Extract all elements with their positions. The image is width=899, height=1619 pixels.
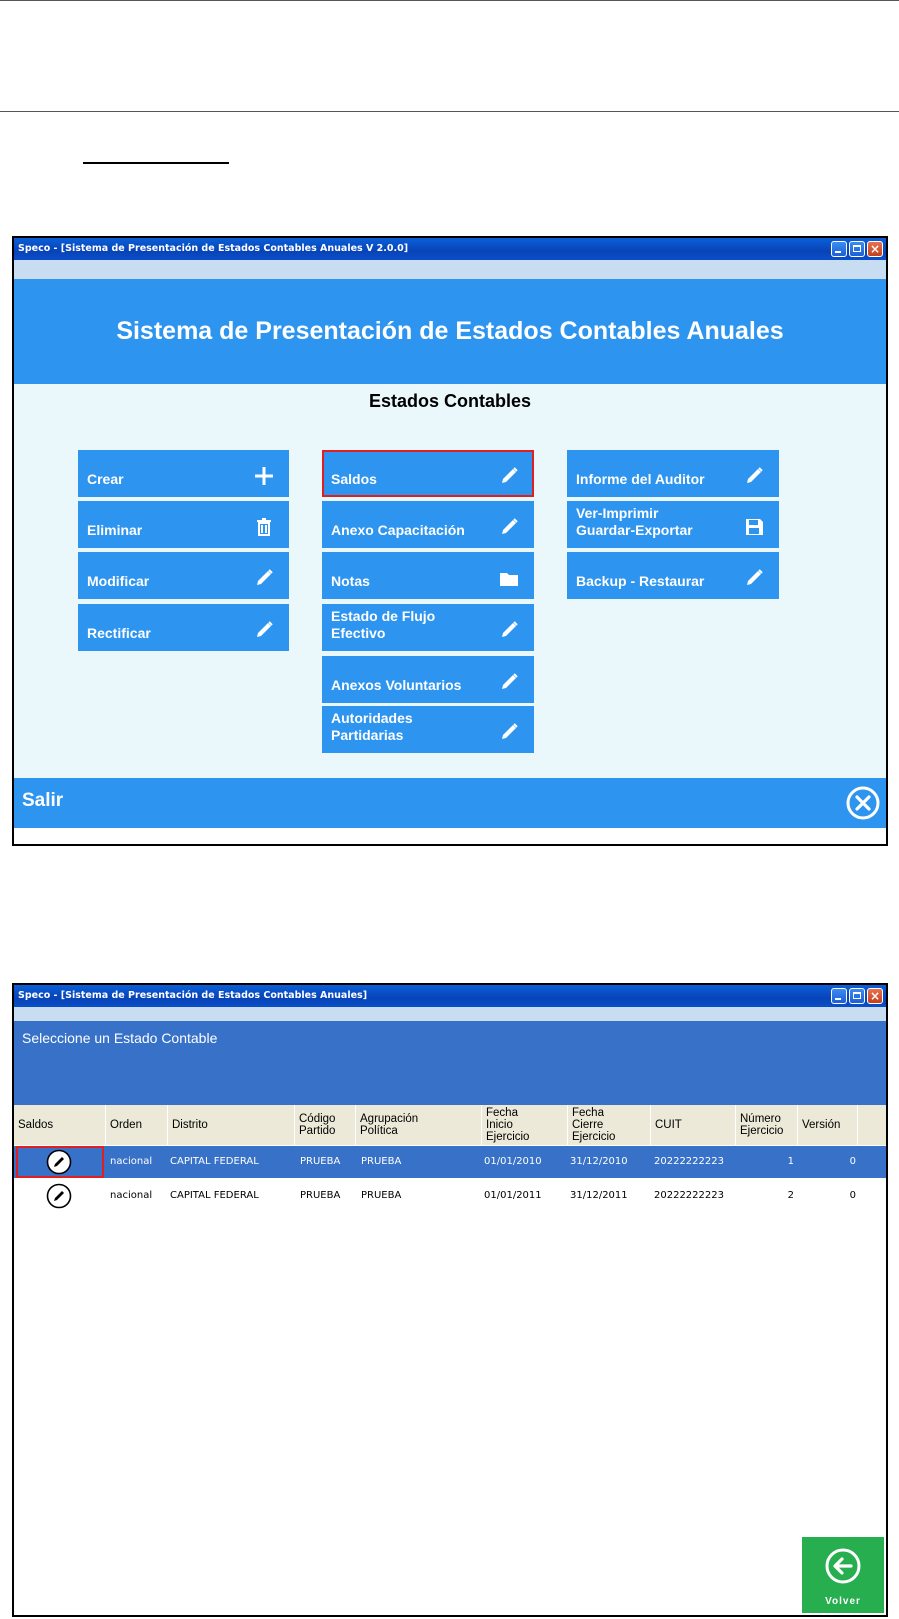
save-icon [743, 516, 765, 538]
trash-icon [253, 516, 275, 538]
volver-label: Volver [825, 1596, 861, 1607]
tile-label: Estado de Flujo Efectivo [331, 608, 436, 641]
maximize-button[interactable] [849, 988, 865, 1004]
column-header[interactable] [295, 1105, 356, 1145]
column-header-label: Fecha Cierre Ejercicio [572, 1107, 616, 1143]
column-header-label: Distrito [172, 1119, 208, 1131]
window-title: Speco - [Sistema de Presentación de Estados Contables Anuales] [18, 990, 368, 1001]
column-header-label: Número Ejercicio [740, 1113, 784, 1137]
cell-inicio: 01/01/2010 [484, 1156, 542, 1167]
tile-saldos[interactable] [322, 450, 534, 497]
tile-label: Anexo Capacitación [331, 522, 465, 538]
close-button[interactable]: × [867, 988, 883, 1004]
tile-estado-de-flujo-efectivo[interactable] [322, 604, 534, 651]
pencil-icon [253, 567, 275, 589]
tile-label: Autoridades Partidarias [331, 710, 413, 743]
tile-anexos-voluntarios[interactable] [322, 656, 534, 703]
tile-rectificar[interactable] [78, 604, 289, 651]
column-header[interactable] [14, 1105, 106, 1145]
salir-button[interactable]: Salir [22, 790, 64, 811]
menu-strip [14, 1007, 886, 1021]
cell-orden: nacional [110, 1190, 153, 1201]
tile-label: Saldos [331, 471, 377, 487]
table-row[interactable] [14, 1180, 886, 1212]
cell-agrupacion: PRUEBA [361, 1190, 402, 1201]
tile-ver-imprimir-guardar-exportar[interactable] [567, 501, 779, 548]
tile-label: Notas [331, 573, 370, 589]
cell-orden: nacional [110, 1156, 153, 1167]
window-titlebar [14, 238, 886, 260]
maximize-button[interactable] [849, 241, 865, 257]
cell-version: 0 [849, 1190, 856, 1201]
cell-agrupacion: PRUEBA [361, 1156, 402, 1167]
edit-pencil-icon[interactable] [46, 1183, 72, 1209]
column-header-label: Saldos [18, 1119, 54, 1131]
close-button[interactable]: × [867, 241, 883, 257]
tile-label: Ver-Imprimir Guardar-Exportar [576, 505, 693, 538]
column-header[interactable] [482, 1105, 568, 1145]
column-header[interactable] [168, 1105, 295, 1145]
page-top-border [0, 0, 899, 1]
window-estados-contables [12, 236, 888, 846]
tile-crear[interactable] [78, 450, 289, 497]
tile-backup-restaurar[interactable] [567, 552, 779, 599]
tile-label: Eliminar [87, 522, 143, 538]
selection-header [14, 1021, 886, 1105]
window-seleccion [12, 983, 888, 1617]
volver-button[interactable] [802, 1537, 884, 1613]
column-header-label: Fecha Inicio Ejercicio [486, 1107, 530, 1143]
cell-cuit: 20222222223 [654, 1156, 724, 1167]
cell-numero: 1 [787, 1156, 794, 1167]
footer-bar [14, 778, 886, 828]
column-header-label: Orden [110, 1119, 142, 1131]
grid-header [14, 1105, 886, 1145]
cell-cierre: 31/12/2010 [570, 1156, 628, 1167]
highlight-box [16, 1146, 104, 1178]
tile-label: Anexos Voluntarios [331, 677, 462, 693]
column-header[interactable] [356, 1105, 482, 1145]
cell-numero: 2 [787, 1190, 794, 1201]
tile-notas[interactable] [322, 552, 534, 599]
heading-underline [83, 162, 229, 164]
pencil-icon [498, 671, 520, 693]
table-row[interactable] [14, 1146, 886, 1178]
selection-prompt: Seleccione un Estado Contable [22, 1030, 218, 1046]
header-rule [0, 111, 899, 112]
app-heading: Sistema de Presentación de Estados Contables Anuales [14, 279, 886, 384]
tile-informe-del-auditor[interactable] [567, 450, 779, 497]
cell-inicio: 01/01/2011 [484, 1190, 542, 1201]
plus-icon [253, 465, 275, 487]
column-header[interactable] [736, 1105, 798, 1145]
tile-label: Backup - Restaurar [576, 573, 705, 589]
pencil-icon [498, 516, 520, 538]
tile-label: Modificar [87, 573, 150, 589]
tile-autoridades-partidarias[interactable] [322, 706, 534, 753]
column-header[interactable] [651, 1105, 736, 1145]
window-titlebar [14, 985, 886, 1007]
tile-modificar[interactable] [78, 552, 289, 599]
window-controls [831, 988, 883, 1004]
pencil-icon [498, 465, 520, 487]
column-header-label: Agrupación Política [360, 1113, 419, 1137]
minimize-button[interactable] [831, 241, 847, 257]
tile-eliminar[interactable] [78, 501, 289, 548]
cell-distrito: CAPITAL FEDERAL [170, 1190, 259, 1201]
column-header-label: CUIT [655, 1119, 682, 1131]
tile-label: Crear [87, 471, 124, 487]
cell-codigo: PRUEBA [300, 1190, 341, 1201]
window-controls [831, 241, 883, 257]
tile-label: Informe del Auditor [576, 471, 705, 487]
pencil-icon [253, 619, 275, 641]
cell-cierre: 31/12/2011 [570, 1190, 628, 1201]
column-header[interactable] [798, 1105, 858, 1145]
section-title: Estados Contables [368, 391, 532, 411]
cell-distrito: CAPITAL FEDERAL [170, 1156, 259, 1167]
pencil-icon [498, 721, 520, 743]
column-header[interactable] [568, 1105, 651, 1145]
close-circle-icon[interactable] [846, 786, 880, 820]
tile-anexo-capacitación[interactable] [322, 501, 534, 548]
cell-codigo: PRUEBA [300, 1156, 341, 1167]
folder-icon [498, 567, 520, 589]
pencil-icon [743, 465, 765, 487]
column-header[interactable] [106, 1105, 168, 1145]
menu-strip [14, 260, 886, 279]
minimize-button[interactable] [831, 988, 847, 1004]
column-header-label: Versión [802, 1119, 841, 1131]
pencil-icon [498, 619, 520, 641]
tile-label: Rectificar [87, 625, 151, 641]
cell-cuit: 20222222223 [654, 1190, 724, 1201]
cell-version: 0 [849, 1156, 856, 1167]
arrow-left-circle-icon [824, 1547, 862, 1585]
column-header-label: Código Partido [299, 1113, 336, 1137]
window-title: Speco - [Sistema de Presentación de Estados Contables Anuales V 2.0.0] [18, 243, 409, 254]
pencil-icon [743, 567, 765, 589]
